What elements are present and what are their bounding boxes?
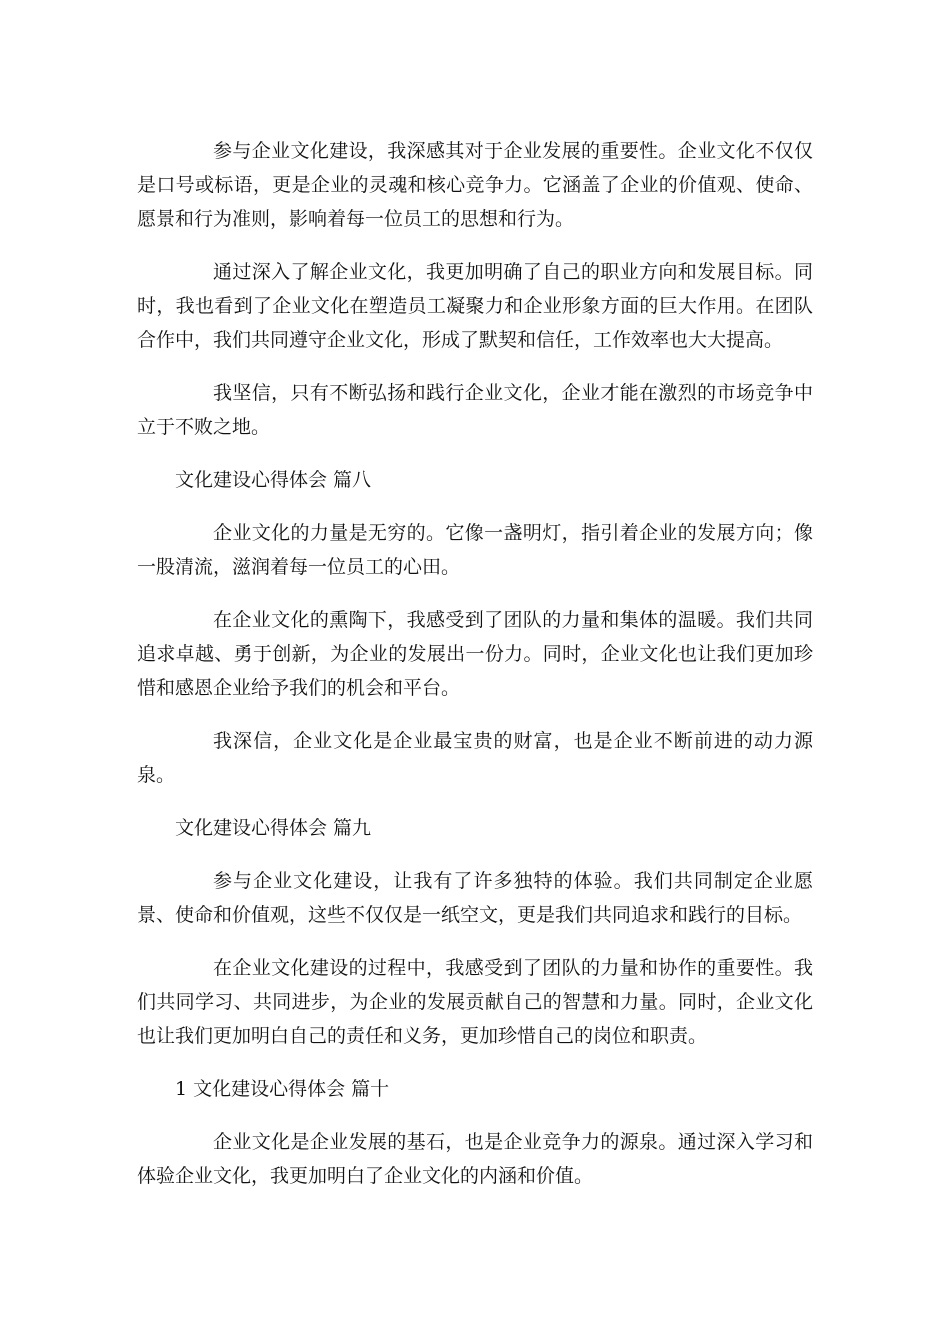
paragraph: 通过深入了解企业文化，我更加明确了自己的职业方向和发展目标。同时，我也看到了企业文化在塑造员工凝聚力和企业形象方面的巨大作用。在团队合作中，我们共同遵守企业文化，形成了默契和信任，工作效率也大大提高。 (137, 261, 813, 351)
section-heading: 文化建设心得体会 篇九 (175, 817, 372, 839)
paragraph: 参与企业文化建设，让我有了许多独特的体验。我们共同制定企业愿景、使命和价值观，这些不仅仅是一纸空文，更是我们共同追求和践行的目标。 (137, 870, 813, 926)
paragraph: 我坚信，只有不断弘扬和践行企业文化，企业才能在激烈的市场竞争中立于不败之地。 (137, 382, 813, 438)
document-body (137, 134, 813, 1212)
paragraph: 我深信，企业文化是企业最宝贵的财富，也是企业不断前进的动力源泉。 (137, 730, 813, 786)
section-heading: 1 文化建设心得体会 篇十 (175, 1078, 390, 1100)
paragraph: 在企业文化的熏陶下，我感受到了团队的力量和集体的温暖。我们共同追求卓越、勇于创新，为企业的发展出一份力。同时，企业文化也让我们更加珍惜和感恩企业给予我们的机会和平台。 (137, 609, 813, 699)
paragraph: 企业文化的力量是无穷的。它像一盏明灯，指引着企业的发展方向；像一股清流，滋润着每一位员工的心田。 (137, 522, 813, 578)
section-heading: 文化建设心得体会 篇八 (175, 469, 372, 491)
paragraph: 在企业文化建设的过程中，我感受到了团队的力量和协作的重要性。我们共同学习、共同进步，为企业的发展贡献自己的智慧和力量。同时，企业文化也让我们更加明白自己的责任和义务，更加珍惜自己的岗位和职责。 (137, 957, 813, 1047)
paragraph: 企业文化是企业发展的基石，也是企业竞争力的源泉。通过深入学习和体验企业文化，我更加明白了企业文化的内涵和价值。 (137, 1131, 813, 1187)
paragraph: 参与企业文化建设，我深感其对于企业发展的重要性。企业文化不仅仅是口号或标语，更是企业的灵魂和核心竞争力。它涵盖了企业的价值观、使命、愿景和行为准则，影响着每一位员工的思想和行为。 (137, 140, 813, 230)
